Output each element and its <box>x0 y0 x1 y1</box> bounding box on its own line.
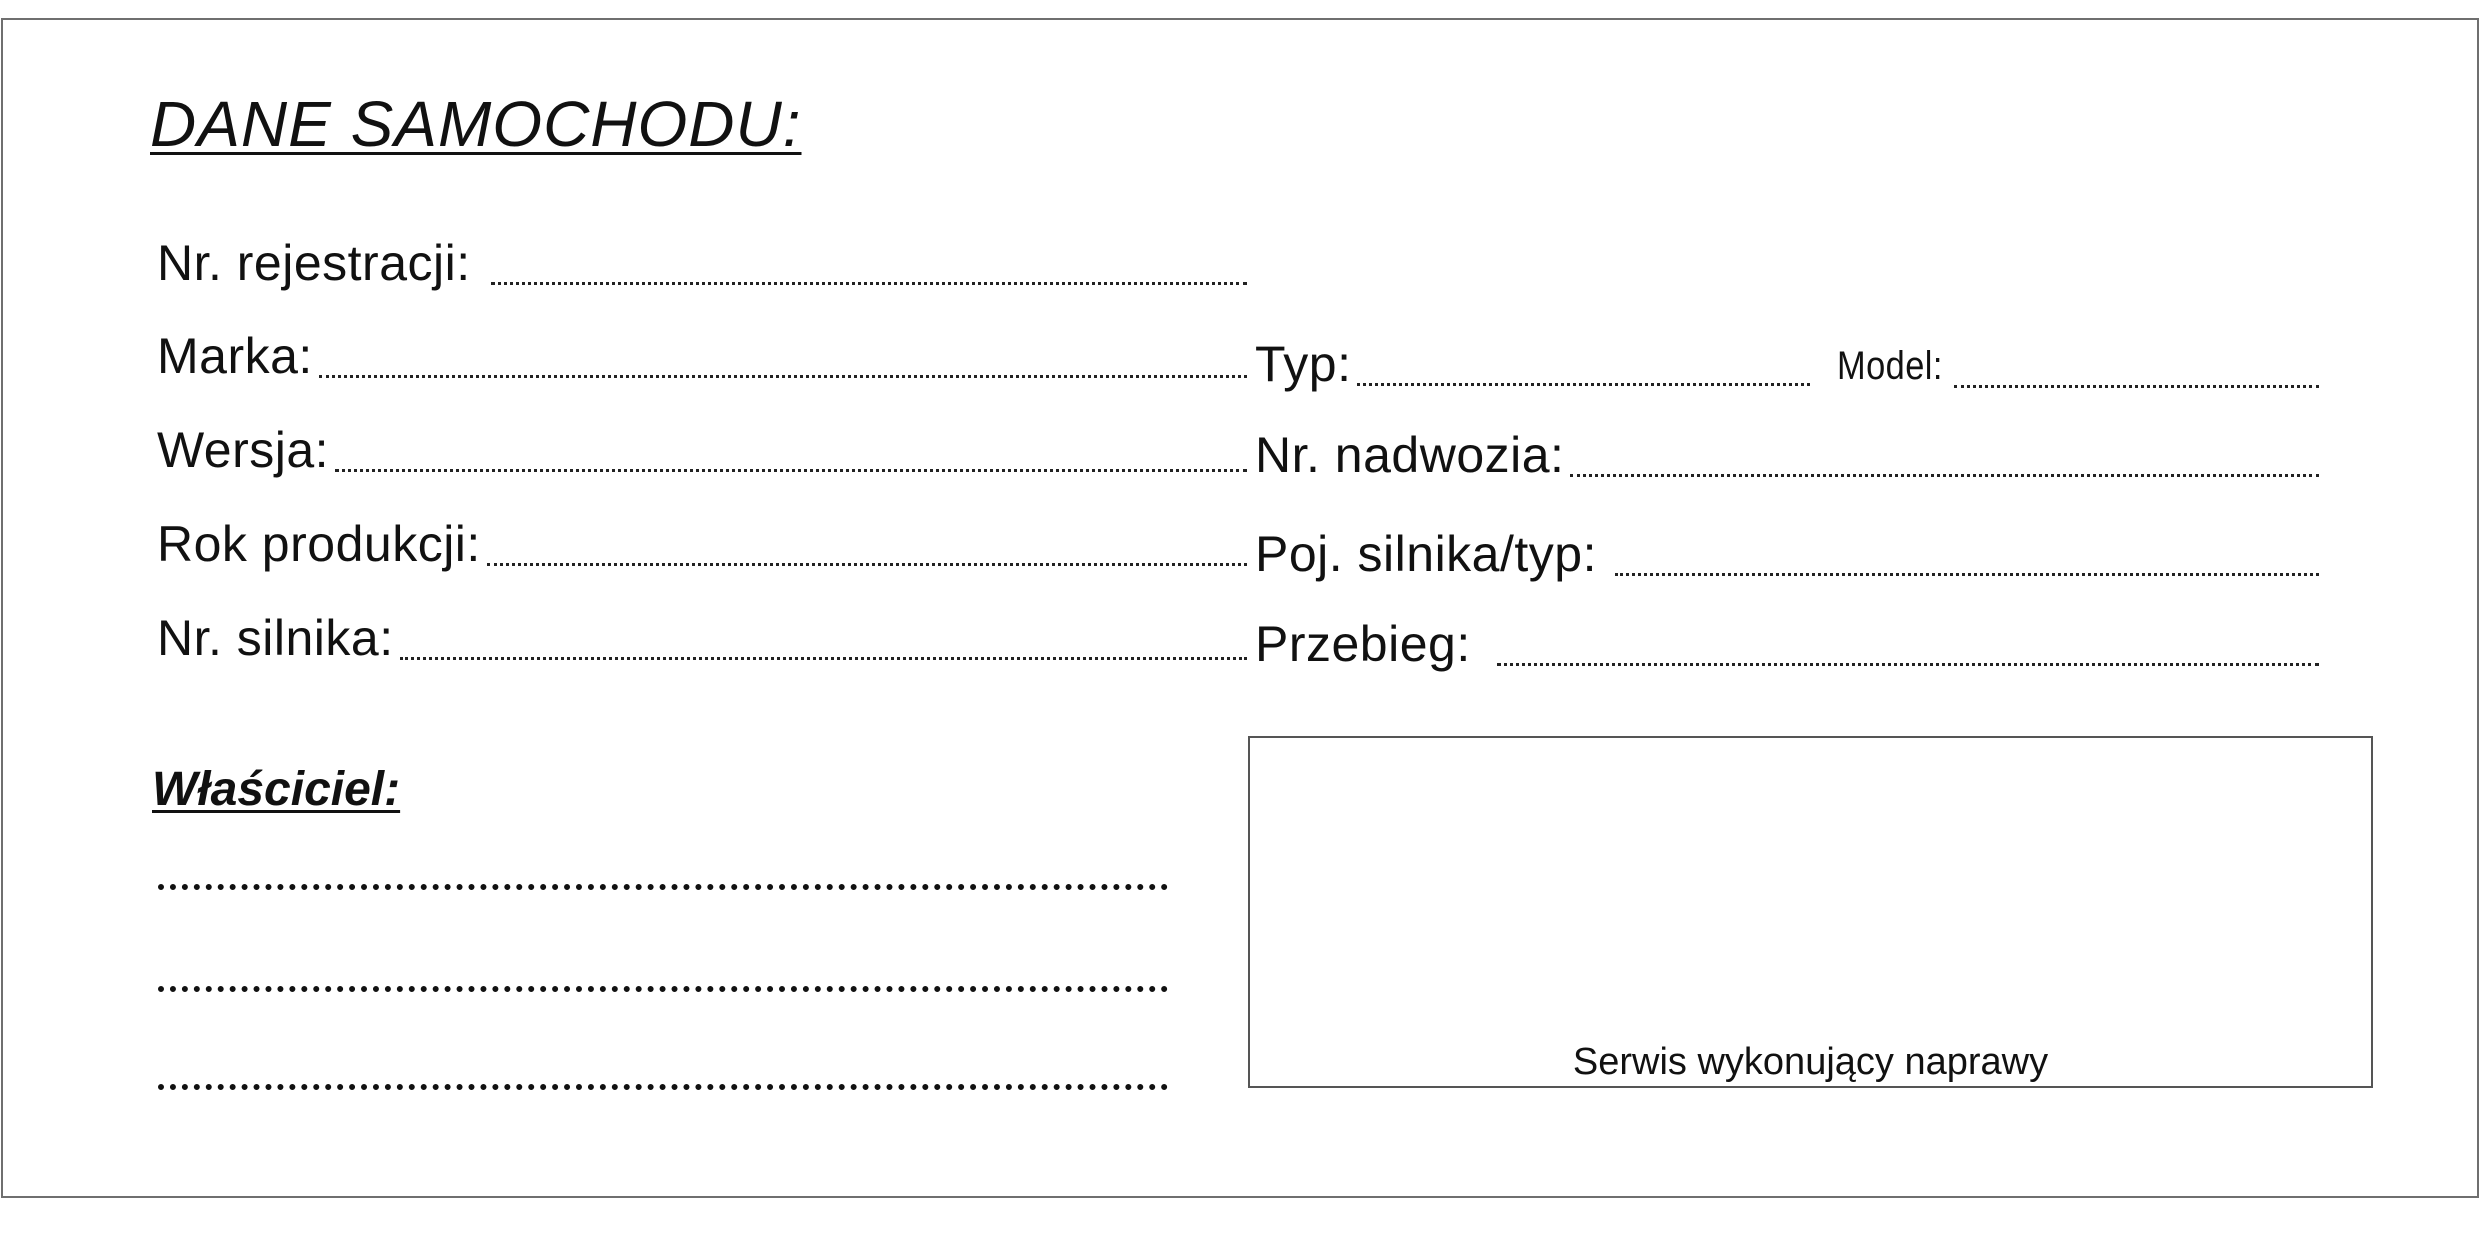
registration-label: Nr. rejestracji: <box>157 235 471 291</box>
registration-field[interactable] <box>157 233 1247 293</box>
owner-heading: Właściciel: <box>152 763 401 816</box>
production-year-label: Rok produkcji: <box>157 516 481 572</box>
owner-line-2[interactable] <box>158 986 1168 992</box>
owner-line-1[interactable] <box>158 884 1168 890</box>
production-year-field[interactable] <box>157 514 1247 574</box>
type-label: Typ: <box>1255 336 1352 392</box>
type-dotted-line[interactable] <box>1357 383 1810 386</box>
type-field[interactable] <box>1255 334 1810 394</box>
version-dotted-line[interactable] <box>335 469 1247 472</box>
body-number-label: Nr. nadwozia: <box>1255 427 1565 483</box>
engine-capacity-dotted-line[interactable] <box>1615 573 2319 576</box>
engine-number-label: Nr. silnika: <box>157 610 394 666</box>
body-number-dotted-line[interactable] <box>1570 474 2319 477</box>
service-box-label: Serwis wykonujący naprawy <box>1572 1041 2049 1083</box>
make-dotted-line[interactable] <box>319 375 1247 378</box>
form-title: DANE SAMOCHODU: <box>150 88 802 160</box>
owner-line-3[interactable] <box>158 1084 1168 1090</box>
model-label: Model: <box>1837 344 1943 388</box>
model-field[interactable] <box>1837 336 2319 396</box>
engine-number-dotted-line[interactable] <box>400 657 1247 660</box>
engine-number-field[interactable] <box>157 608 1247 668</box>
service-stamp-box[interactable] <box>1248 736 2373 1088</box>
version-field[interactable] <box>157 420 1247 480</box>
make-field[interactable] <box>157 326 1247 386</box>
mileage-label: Przebieg: <box>1255 616 1471 672</box>
mileage-dotted-line[interactable] <box>1497 663 2319 666</box>
engine-capacity-field[interactable] <box>1255 524 2319 584</box>
model-dotted-line[interactable] <box>1954 385 2319 388</box>
mileage-field[interactable] <box>1255 614 2319 674</box>
version-label: Wersja: <box>157 422 330 478</box>
production-year-dotted-line[interactable] <box>487 563 1247 566</box>
registration-dotted-line[interactable] <box>491 282 1247 285</box>
body-number-field[interactable] <box>1255 425 2319 485</box>
engine-capacity-label: Poj. silnika/typ: <box>1255 526 1597 582</box>
make-label: Marka: <box>157 328 313 384</box>
